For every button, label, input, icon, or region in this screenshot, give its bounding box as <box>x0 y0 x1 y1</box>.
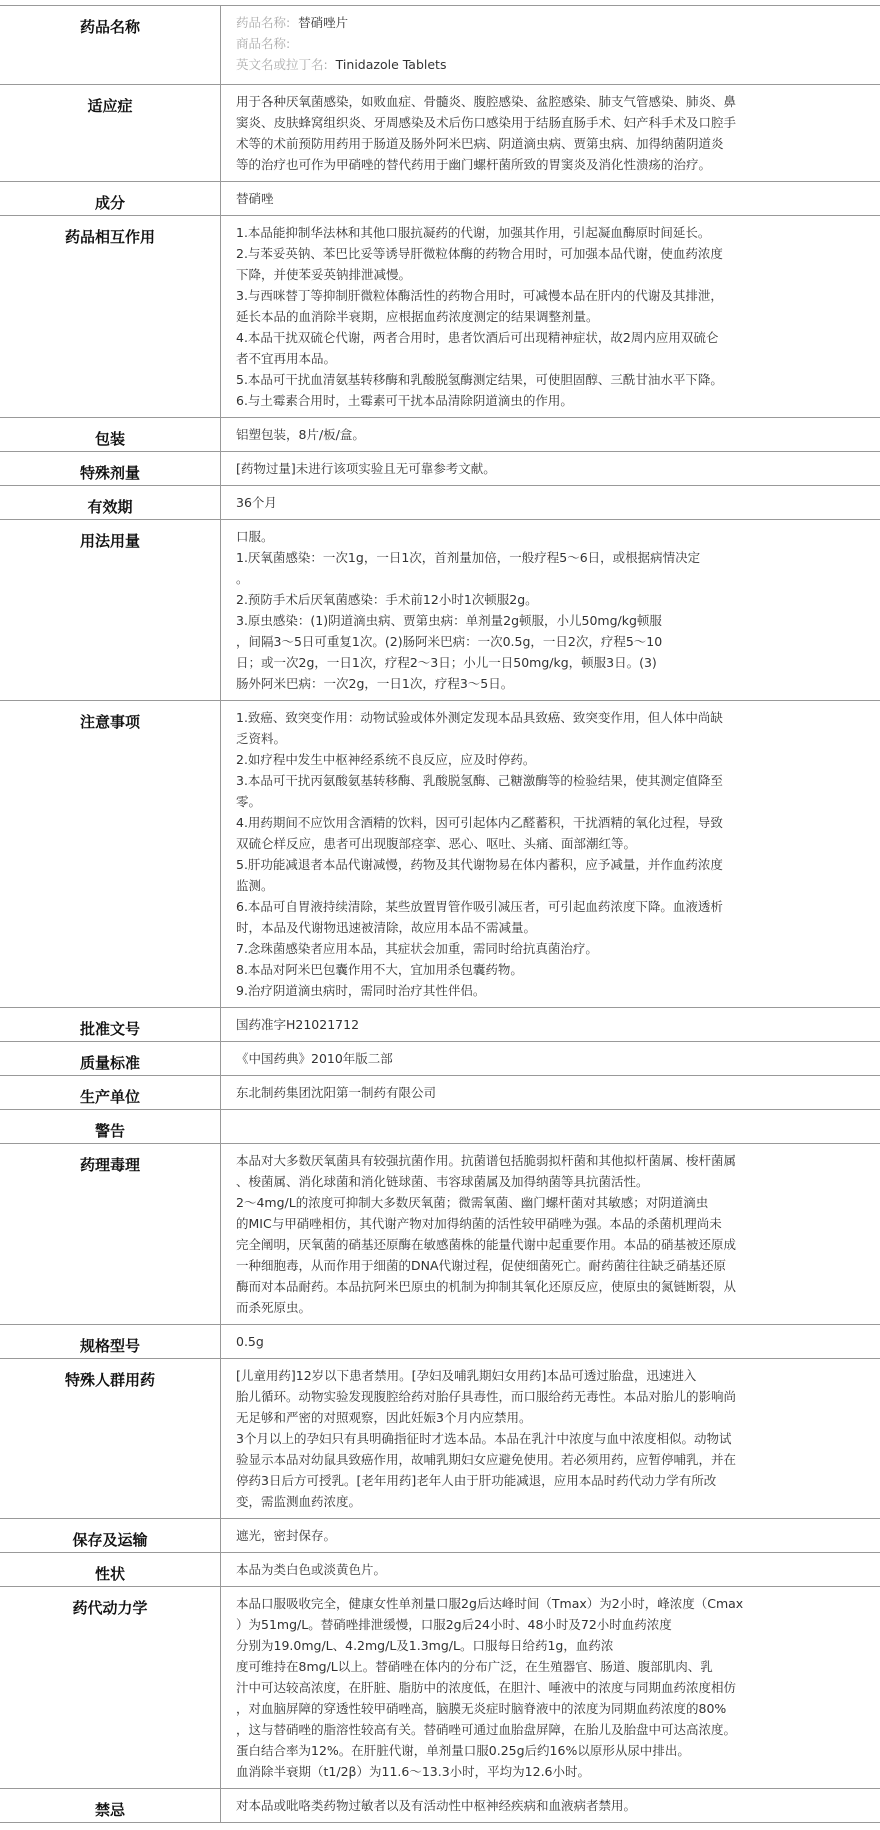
text-line <box>236 1116 870 1137</box>
row-specification <box>0 1325 880 1359</box>
trade-name-label: 商品名称: <box>236 36 291 51</box>
text-line: 本品为类白色或淡黄色片。 <box>236 1562 387 1577</box>
text-line: 2.与苯妥英钠、苯巴比妥等诱导肝微粒体酶的药物合用时，可加强本品代谢，使血药浓度 <box>236 246 723 261</box>
text-line: 4.用药期间不应饮用含酒精的饮料，因可引起体内乙醛蓄积，干扰酒精的氧化过程，导致 <box>236 815 723 830</box>
value-validity <box>221 486 880 520</box>
text-line: 变，需监测血药浓度。 <box>236 1494 362 1509</box>
text-line: 对本品或吡咯类药物过敏者以及有活动性中枢神经疾病和血液病者禁用。 <box>236 1798 637 1813</box>
text-line: 8.本品对阿米巴包囊作用不大，宜加用杀包囊药物。 <box>236 962 523 977</box>
text-line: 3.本品可干扰丙氨酸氨基转移酶、乳酸脱氢酶、己糖激酶等的检验结果，使其测定值降至 <box>236 773 723 788</box>
row-warning <box>0 1110 880 1144</box>
label-special_dosage: 特殊剂量 <box>0 452 221 486</box>
text-line: 用于各种厌氧菌感染，如败血症、骨髓炎、腹腔感染、盆腔感染、肺支气管感染、肺炎、鼻 <box>236 94 737 109</box>
text-line: 术等的术前预防用药用于肠道及肠外阿米巴病、阴道滴虫病、贾第虫病、加得纳菌阴道炎 <box>236 136 724 151</box>
label-manufacturer: 生产单位 <box>0 1076 221 1110</box>
value-pharmacology <box>221 1144 880 1325</box>
row-approval_number <box>0 1008 880 1042</box>
label-precautions: 注意事项 <box>0 701 221 1008</box>
text-line: 9.治疗阴道滴虫病时，需同时治疗其性伴侣。 <box>236 983 486 998</box>
text-line: 零。 <box>236 794 262 809</box>
row-indications <box>0 85 880 182</box>
text-line: 3个月以上的孕妇只有具明确指征时才选本品。本品在乳汁中浓度与血中浓度相似。动物试 <box>236 1431 732 1446</box>
value-appearance <box>221 1553 880 1587</box>
drug-info-table <box>0 5 880 1823</box>
value-manufacturer <box>221 1076 880 1110</box>
text-line: 6.与土霉素合用时，土霉素可干扰本品清除阴道滴虫的作用。 <box>236 393 573 408</box>
row-quality_standard <box>0 1042 880 1076</box>
row-usage <box>0 520 880 701</box>
value-approval_number <box>221 1008 880 1042</box>
label-pharmacology: 药理毒理 <box>0 1144 221 1325</box>
text-line: 2.如疗程中发生中枢神经系统不良反应，应及时停药。 <box>236 752 536 767</box>
value-special_dosage <box>221 452 880 486</box>
row-special_populations <box>0 1359 880 1519</box>
text-line: [儿童用药]12岁以下患者禁用。[孕妇及哺乳期妇女用药]本品可透过胎盘，迅速进入 <box>236 1368 697 1383</box>
text-line: 延长本品的血消除半衰期，应根据血药浓度测定的结果调整剂量。 <box>236 309 599 324</box>
text-line: 窦炎、皮肤蜂窝组织炎、牙周感染及术后伤口感染用于结肠直肠手术、妇产科手术及口腔手 <box>236 115 737 130</box>
row-pharmacology <box>0 1144 880 1325</box>
text-line: 分别为19.0mg/L、4.2mg/L及1.3mg/L。口服每日给药1g，血药浓 <box>236 1638 614 1653</box>
value-usage <box>221 520 880 701</box>
row-packaging <box>0 418 880 452</box>
value-indications <box>221 85 880 182</box>
text-line: [药物过量]未进行该项实验且无可靠参考文献。 <box>236 461 496 476</box>
english-name-value: Tinidazole Tablets <box>335 57 447 72</box>
text-line: 国药准字H21021712 <box>236 1017 360 1032</box>
text-line: 2.预防手术后厌氧菌感染：手术前12小时1次顿服2g。 <box>236 592 538 607</box>
text-line: 双硫仑样反应，患者可出现腹部痉挛、恶心、呕吐、头痛、面部潮红等。 <box>236 836 637 851</box>
text-line: 2～4mg/L的浓度可抑制大多数厌氧菌；微需氧菌、幽门螺杆菌对其敏感；对阴道滴虫 <box>236 1195 709 1210</box>
label-packaging: 包装 <box>0 418 221 452</box>
label-interactions: 药品相互作用 <box>0 216 221 418</box>
row-pharmacokinetics <box>0 1587 880 1789</box>
text-line: 5.本品可干扰血清氨基转移酶和乳酸脱氢酶测定结果，可使胆固醇、三酰甘油水平下降。 <box>236 372 723 387</box>
text-line: 4.本品干扰双硫仑代谢，两者合用时，患者饮酒后可出现精神症状，故2周内应用双硫仑 <box>236 330 719 345</box>
label-quality_standard: 质量标准 <box>0 1042 221 1076</box>
text-line: 、梭菌属、消化球菌和消化链球菌、韦容球菌属及加得纳菌等具抗菌活性。 <box>236 1174 649 1189</box>
value-pharmacokinetics <box>221 1587 880 1789</box>
label-warning: 警告 <box>0 1110 221 1144</box>
text-line: 日；或一次2g，一日1次，疗程2～3日；小儿一日50mg/kg，顿服3日。(3) <box>236 655 657 670</box>
text-line: 完全阐明，厌氧菌的硝基还原酶在敏感菌株的能量代谢中起重要作用。本品的硝基被还原成 <box>236 1237 737 1252</box>
text-line: 3.与西咪替丁等抑制肝微粒体酶活性的药物合用时，可减慢本品在肝内的代谢及其排泄， <box>236 288 723 303</box>
value-drug-name <box>221 6 880 85</box>
text-line: 本品对大多数厌氧菌具有较强抗菌作用。抗菌谱包括脆弱拟杆菌和其他拟杆菌属、梭杆菌属 <box>236 1153 737 1168</box>
text-line: 蛋白结合率为12%。在肝脏代谢，单剂量口服0.25g后约16%以原形从尿中排出。 <box>236 1743 690 1758</box>
row-drug-name <box>0 6 880 85</box>
label-indications: 适应症 <box>0 85 221 182</box>
label-contraindications: 禁忌 <box>0 1789 221 1823</box>
text-line: 7.念珠菌感染者应用本品，其症状会加重，需同时给抗真菌治疗。 <box>236 941 598 956</box>
row-interactions <box>0 216 880 418</box>
generic-name-label: 药品名称: <box>236 15 291 30</box>
text-line: 血消除半衰期（t1/2β）为11.6～13.3小时，平均为12.6小时。 <box>236 1764 590 1779</box>
row-contraindications <box>0 1789 880 1823</box>
text-line: 1.本品能抑制华法林和其他口服抗凝药的代谢，加强其作用，引起凝血酶原时间延长。 <box>236 225 711 240</box>
label-special_populations: 特殊人群用药 <box>0 1359 221 1519</box>
text-line: 。 <box>236 571 249 586</box>
text-line: 东北制药集团沈阳第一制药有限公司 <box>236 1085 437 1100</box>
row-ingredients <box>0 182 880 216</box>
label-pharmacokinetics: 药代动力学 <box>0 1587 221 1789</box>
text-line: 铝塑包装，8片/板/盒。 <box>236 427 365 442</box>
text-line: 而杀死原虫。 <box>236 1300 312 1315</box>
label-ingredients: 成分 <box>0 182 221 216</box>
text-line: 1.致癌、致突变作用：动物试验或体外测定发现本品具致癌、致突变作用，但人体中尚缺 <box>236 710 723 725</box>
text-line: 肠外阿米巴病：一次2g，一日1次，疗程3～5日。 <box>236 676 514 691</box>
text-line: 《中国药典》2010年版二部 <box>236 1051 393 1066</box>
text-line: 乏资料。 <box>236 731 287 746</box>
text-line: 遮光，密封保存。 <box>236 1528 337 1543</box>
text-line: ）为51mg/L。替硝唑排泄缓慢，口服2g后24小时、48小时及72小时血药浓度 <box>236 1617 672 1632</box>
label-approval_number: 批准文号 <box>0 1008 221 1042</box>
text-line: 度可维持在8mg/L以上。替硝唑在体内的分布广泛，在生殖器官、肠道、腹部肌肉、乳 <box>236 1659 713 1674</box>
generic-name-value: 替硝唑片 <box>298 15 349 30</box>
row-appearance <box>0 1553 880 1587</box>
text-line: ，间隔3～5日可重复1次。(2)肠阿米巴病：一次0.5g，一日2次，疗程5～10 <box>236 634 663 649</box>
value-interactions <box>221 216 880 418</box>
value-contraindications <box>221 1789 880 1823</box>
row-special_dosage <box>0 452 880 486</box>
value-specification <box>221 1325 880 1359</box>
text-line: 验显示本品对幼鼠具致癌作用，故哺乳期妇女应避免使用。若必须用药，应暂停哺乳，并在 <box>236 1452 737 1467</box>
text-line: 酶而对本品耐药。本品抗阿米巴原虫的机制为抑制其氧化还原反应，使原虫的氮链断裂，从 <box>236 1279 737 1294</box>
text-line: 36个月 <box>236 495 277 510</box>
text-line: 5.肝功能减退者本品代谢减慢，药物及其代谢物易在体内蓄积，应予减量，并作血药浓度 <box>236 857 723 872</box>
text-line: 本品口服吸收完全，健康女性单剂量口服2g后达峰时间（Tmax）为2小时，峰浓度（Cmax <box>236 1596 744 1611</box>
value-precautions <box>221 701 880 1008</box>
text-line: 1.厌氧菌感染：一次1g，一日1次，首剂量加倍，一般疗程5～6日，或根据病情决定 <box>236 550 701 565</box>
value-storage <box>221 1519 880 1553</box>
value-ingredients <box>221 182 880 216</box>
text-line: 时，本品及代谢物迅速被清除，故应用本品不需减量。 <box>236 920 537 935</box>
value-packaging <box>221 418 880 452</box>
label-usage: 用法用量 <box>0 520 221 701</box>
text-line: 替硝唑 <box>236 191 274 206</box>
text-line: 无足够和严密的对照观察，因此妊娠3个月内应禁用。 <box>236 1410 532 1425</box>
label-storage: 保存及运输 <box>0 1519 221 1553</box>
text-line: 监测。 <box>236 878 274 893</box>
text-line: 下降，并使苯妥英钠排泄减慢。 <box>236 267 412 282</box>
value-warning <box>221 1110 880 1144</box>
text-line: ，这与替硝唑的脂溶性较高有关。替硝唑可通过血胎盘屏障，在胎儿及胎盘中可达高浓度。 <box>236 1722 737 1737</box>
label-drug-name: 药品名称 <box>0 6 221 85</box>
text-line: 胎儿循环。动物实验发现腹腔给药对胎仔具毒性，而口服给药无毒性。本品对胎儿的影响尚 <box>236 1389 737 1404</box>
text-line: 等的治疗也可作为甲硝唑的替代药用于幽门螺杆菌所致的胃窦炎及消化性溃疡的治疗。 <box>236 157 712 172</box>
label-appearance: 性状 <box>0 1553 221 1587</box>
text-line: 一种细胞毒，从而作用于细菌的DNA代谢过程，促使细菌死亡。耐药菌往往缺乏硝基还原 <box>236 1258 727 1273</box>
value-quality_standard <box>221 1042 880 1076</box>
value-special_populations <box>221 1359 880 1519</box>
english-name-label: 英文名或拉丁名: <box>236 57 328 72</box>
row-storage <box>0 1519 880 1553</box>
text-line: 0.5g <box>236 1334 264 1349</box>
text-line: 6.本品可自胃液持续清除，某些放置胃管作吸引减压者，可引起血药浓度下降。血液透析 <box>236 899 723 914</box>
text-line: ，对血脑屏障的穿透性较甲硝唑高，脑膜无炎症时脑脊液中的浓度为同期血药浓度的80% <box>236 1701 727 1716</box>
text-line: 3.原虫感染：(1)阴道滴虫病、贾第虫病：单剂量2g顿服，小儿50mg/kg顿服 <box>236 613 662 628</box>
label-validity: 有效期 <box>0 486 221 520</box>
row-validity <box>0 486 880 520</box>
text-line: 汁中可达较高浓度，在肝脏、脂肪中的浓度低，在胆汁、唾液中的浓度与同期血药浓度相仿 <box>236 1680 737 1695</box>
row-manufacturer <box>0 1076 880 1110</box>
row-precautions <box>0 701 880 1008</box>
label-specification: 规格型号 <box>0 1325 221 1359</box>
text-line: 停药3日后方可授乳。[老年用药]老年人由于肝功能减退，应用本品时药代动力学有所改 <box>236 1473 717 1488</box>
text-line: 口服。 <box>236 529 274 544</box>
text-line: 的MIC与甲硝唑相仿，其代谢产物对加得纳菌的活性较甲硝唑为强。本品的杀菌机理尚未 <box>236 1216 722 1231</box>
text-line: 者不宜再用本品。 <box>236 351 337 366</box>
